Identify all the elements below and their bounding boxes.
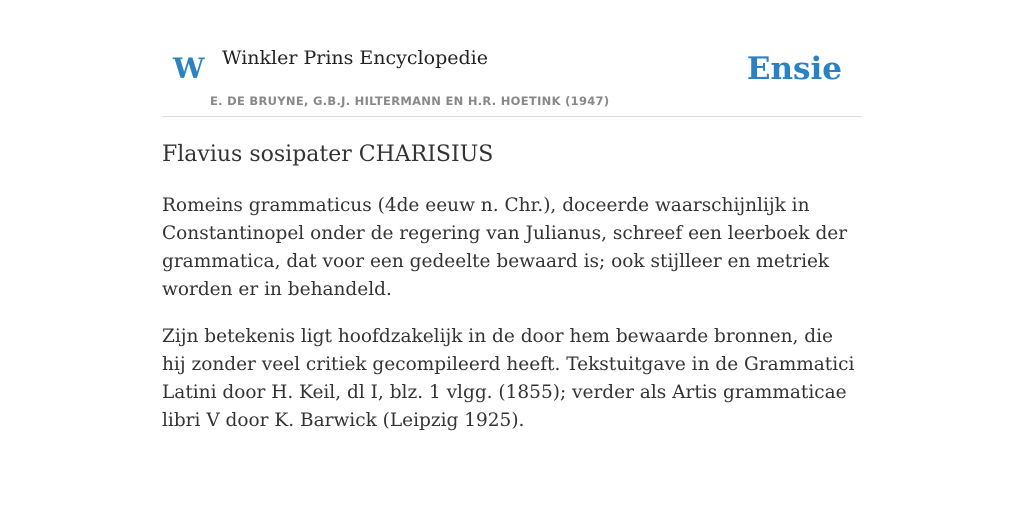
article-paragraph: Zijn betekenis ligt hoofdzakelijk in de door hem bewaarde bronnen, die hij zonder veel critiek gecompileerd heeft. Tekstuitgave in de Grammatici Latini door H. Keil, dl I, blz. 1 vlgg. (1855); verder als Artis grammaticae libri V door K. Barwick (Leipzig 1925). — [162, 326, 855, 431]
logo-mark[interactable]: W — [173, 52, 205, 85]
header — [162, 0, 862, 117]
site-title[interactable]: Winkler Prins Encyclopedie — [222, 47, 488, 69]
authors-line: E. DE BRUYNE, G.B.J. HILTERMANN EN H.R. HOETINK (1947) — [210, 94, 610, 108]
article-body — [162, 192, 862, 454]
article-paragraph: Romeins grammaticus (4de eeuw n. Chr.), doceerde waarschijnlijk in Constantinopel onder de regering van Julianus, schreef een leerboek der grammatica, dat voor een gedeelte bewaard is; ook stijlleer en metriek worden er in behandeld. — [162, 195, 848, 300]
article-title: Flavius sosipater CHARISIUS — [162, 142, 494, 167]
page — [162, 0, 862, 431]
brand-logo-link[interactable]: Ensie — [746, 51, 842, 87]
